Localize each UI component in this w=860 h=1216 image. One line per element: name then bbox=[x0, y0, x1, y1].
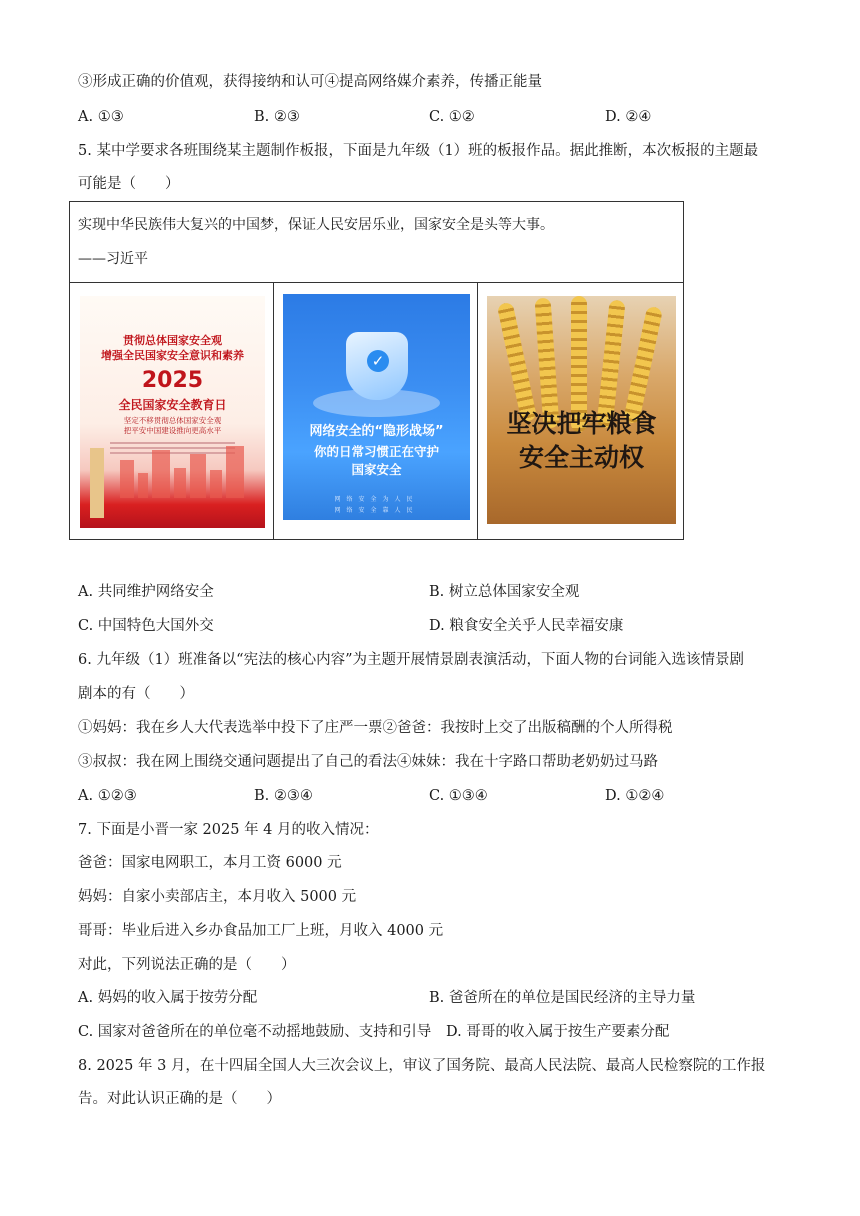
q5-board-table bbox=[69, 201, 684, 540]
q4-option-a[interactable]: A. ①③ bbox=[78, 109, 124, 125]
poster1-line1: 贯彻总体国家安全观 bbox=[123, 334, 222, 347]
poster3-line2: 安全主动权 bbox=[518, 443, 644, 472]
poster2-foot2: 网络安全靠人民 bbox=[334, 507, 419, 514]
q5-poster-cell-3 bbox=[478, 282, 684, 540]
q7-mom: 妈妈：自家小卖部店主，本月收入 5000 元 bbox=[78, 889, 357, 905]
q6-statement2: ③叔叔：我在网上围绕交通问题提出了自己的看法④妹妹：我在十字路口帮助老奶奶过马路 bbox=[78, 754, 658, 770]
huabiao-column-icon bbox=[90, 448, 104, 518]
poster1-line2: 增强全民国家安全意识和素养 bbox=[101, 349, 244, 362]
q5-quote-cell bbox=[70, 202, 683, 283]
q5-poster-cell-2 bbox=[274, 282, 478, 540]
city-skyline-building bbox=[174, 468, 186, 498]
poster1-text-block bbox=[110, 442, 235, 444]
q7-dad: 爸爸：国家电网职工，本月工资 6000 元 bbox=[78, 855, 342, 871]
q8-stem-line2: 告。对此认识正确的是（ ） bbox=[78, 1091, 281, 1107]
poster1-text-block bbox=[110, 452, 235, 454]
q6-option-a[interactable]: A. ①②③ bbox=[78, 788, 137, 804]
poster1-year: 2025 bbox=[141, 368, 204, 393]
q6-option-d[interactable]: D. ①②④ bbox=[605, 788, 665, 804]
q5-quote: 实现中华民族伟大复兴的中国梦，保证人民安居乐业，国家安全是头等大事。 bbox=[78, 217, 554, 233]
q5-option-b[interactable]: B. 树立总体国家安全观 bbox=[429, 584, 580, 600]
poster2-line2: 你的日常习惯正在守护 bbox=[313, 444, 439, 459]
poster2-line1: 网络安全的“隐形战场” bbox=[309, 424, 444, 439]
q4-option-d[interactable]: D. ②④ bbox=[605, 109, 652, 125]
city-skyline-building bbox=[152, 450, 170, 498]
q6-stem-line1: 6. 九年级（1）班准备以“宪法的核心内容”为主题开展情景剧表演活动，下面人物的台词能入选该情景剧 bbox=[78, 652, 744, 668]
city-skyline-building bbox=[120, 460, 134, 498]
q4-option-c[interactable]: C. ①② bbox=[429, 109, 475, 125]
q5-option-d[interactable]: D. 粮食安全关乎人民幸福安康 bbox=[429, 618, 624, 634]
q6-option-c[interactable]: C. ①③④ bbox=[429, 788, 488, 804]
q7-stem: 7. 下面是小晋一家 2025 年 4 月的收入情况： bbox=[78, 822, 379, 838]
poster1-line3: 坚定不移贯彻总体国家安全观 bbox=[123, 416, 222, 425]
poster1-text-block bbox=[110, 447, 235, 449]
city-skyline-building bbox=[138, 473, 148, 498]
poster3-line1: 坚决把牢粮食 bbox=[506, 409, 657, 438]
q7-option-a[interactable]: A. 妈妈的收入属于按劳分配 bbox=[78, 990, 258, 1006]
q6-stem-line2: 剧本的有（ ） bbox=[78, 686, 194, 702]
poster1-line4: 把平安中国建设推向更高水平 bbox=[123, 426, 222, 435]
q7-question: 对此，下列说法正确的是（ ） bbox=[78, 957, 296, 973]
q7-option-d[interactable]: D. 哥哥的收入属于按生产要素分配 bbox=[446, 1024, 670, 1040]
q4-option-b[interactable]: B. ②③ bbox=[254, 109, 300, 125]
q5-stem-line2: 可能是（ ） bbox=[78, 176, 180, 192]
poster2-foot1: 网络安全为人民 bbox=[334, 496, 419, 503]
q5-quote-author: ——习近平 bbox=[78, 251, 148, 267]
city-skyline-building bbox=[190, 454, 206, 498]
national-security-poster bbox=[80, 296, 265, 528]
q7-option-b[interactable]: B. 爸爸所在的单位是国民经济的主导力量 bbox=[429, 990, 696, 1006]
checkmark-icon: ✓ bbox=[367, 350, 389, 372]
q6-option-b[interactable]: B. ②③④ bbox=[254, 788, 313, 804]
grain-security-poster bbox=[487, 296, 676, 524]
q6-statement1: ①妈妈：我在乡人大代表选举中投下了庄严一票②爸爸：我按时上交了出版稿酬的个人所得税 bbox=[78, 720, 673, 736]
poster2-line3: 国家安全 bbox=[351, 462, 402, 477]
q8-stem-line1: 8. 2025 年 3 月，在十四届全国人大三次会议上，审议了国务院、最高人民法院、最高人民检察院的工作报 bbox=[78, 1058, 766, 1074]
q5-poster-cell-1 bbox=[70, 282, 274, 540]
q7-brother: 哥哥：毕业后进入乡办食品加工厂上班，月收入 4000 元 bbox=[78, 923, 444, 939]
poster1-edu-day: 全民国家安全教育日 bbox=[118, 398, 227, 412]
q5-option-c[interactable]: C. 中国特色大国外交 bbox=[78, 618, 214, 634]
cyber-security-poster bbox=[283, 294, 470, 520]
q4-statement-line: ③形成正确的价值观，获得接纳和认可④提高网络媒介素养，传播正能量 bbox=[78, 74, 542, 90]
q7-option-c[interactable]: C. 国家对爸爸所在的单位毫不动摇地鼓励、支持和引导 bbox=[78, 1024, 432, 1040]
city-skyline-building bbox=[210, 470, 222, 498]
city-skyline-building bbox=[226, 446, 244, 498]
q5-stem-line1: 5. 某中学要求各班围绕某主题制作板报，下面是九年级（1）班的板报作品。据此推断，本次板报的主题最 bbox=[78, 143, 759, 159]
q5-option-a[interactable]: A. 共同维护网络安全 bbox=[78, 584, 214, 600]
